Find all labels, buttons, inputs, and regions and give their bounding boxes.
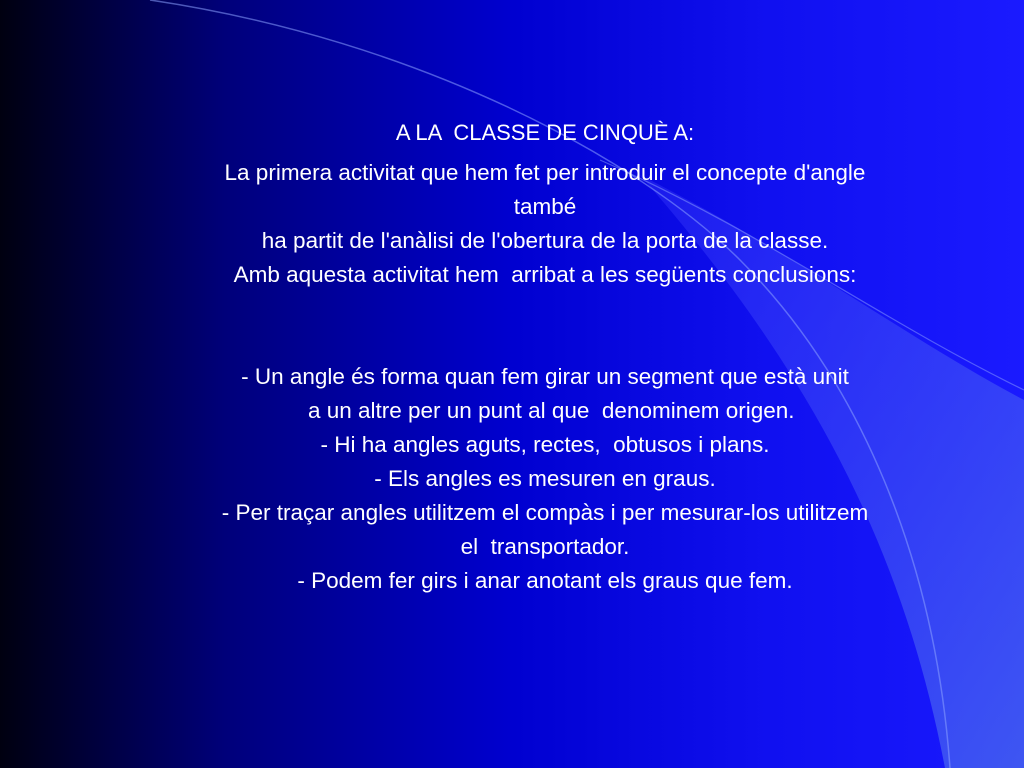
conclusion-line: a un altre per un punt al que denominem origen.	[295, 398, 795, 423]
intro-line: ha partit de l'anàlisi de l'obertura de la porta de la classe.	[261, 228, 829, 253]
conclusion-line: - Podem fer girs i anar anotant els graus que fem.	[297, 568, 793, 593]
slide-content	[120, 118, 970, 598]
intro-line: La primera activitat que hem fet per introduir el concepte d'angle	[224, 160, 866, 185]
conclusion-line: - Els angles es mesuren en graus.	[374, 466, 716, 491]
conclusion-line: - Per traçar angles utilitzem el compàs i per mesurar-los utilitzem	[221, 500, 869, 525]
intro-line: també	[513, 194, 577, 219]
intro-line: Amb aquesta activitat hem arribat a les següents conclusions:	[233, 262, 857, 287]
spacer	[120, 292, 970, 360]
conclusion-line: - Hi ha angles aguts, rectes, obtusos i plans.	[320, 432, 770, 457]
intro-paragraph	[120, 156, 970, 292]
conclusion-line: - Un angle és forma quan fem girar un segment que està unit	[241, 364, 849, 389]
conclusions-list	[120, 360, 970, 598]
slide-title: A LA CLASSE DE CINQUÈ A:	[395, 120, 695, 145]
conclusion-line: el transportador.	[460, 534, 630, 559]
